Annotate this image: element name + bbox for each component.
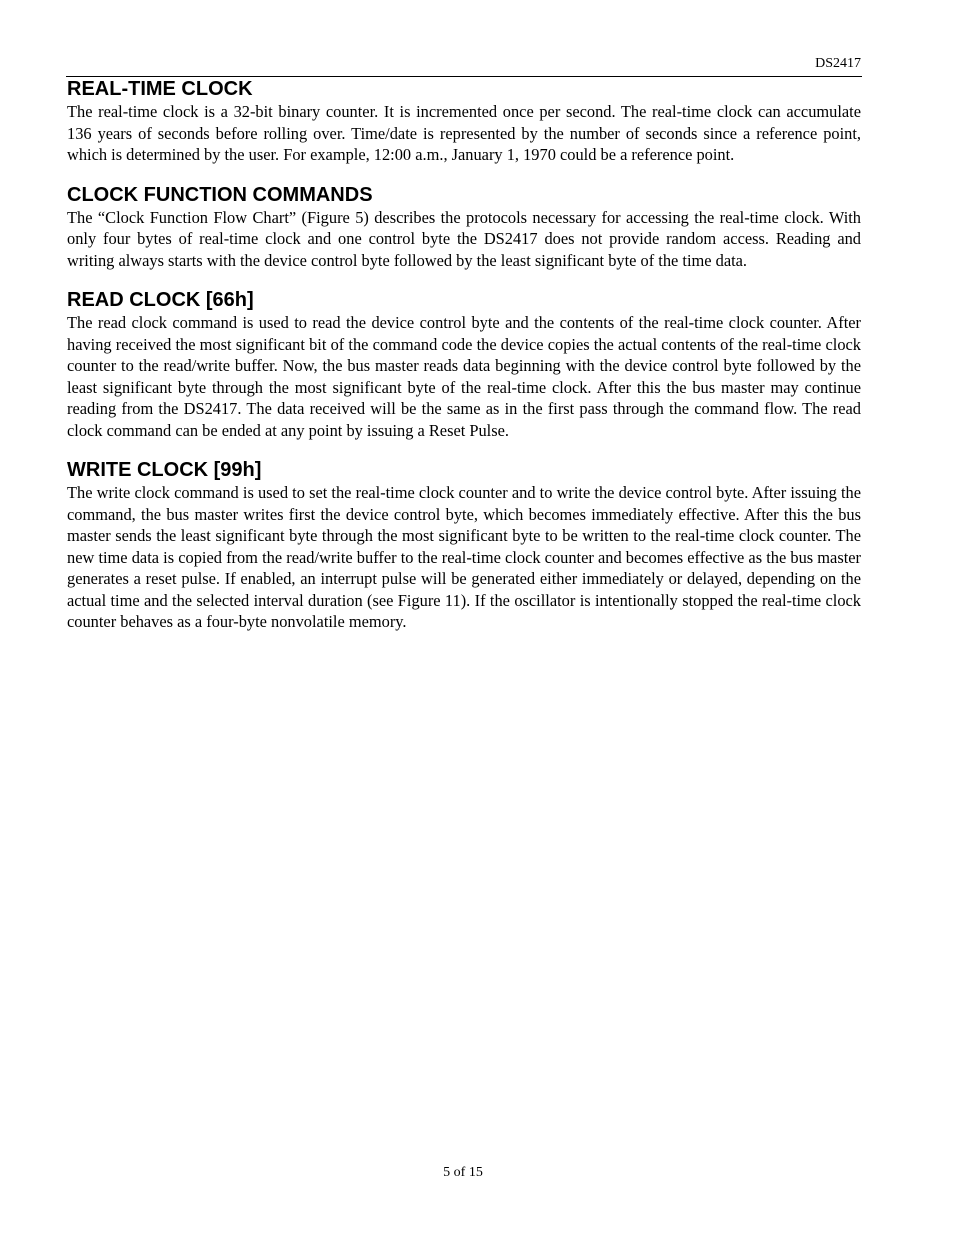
document-id: DS2417 — [815, 56, 861, 71]
section-heading: WRITE CLOCK [99h] — [67, 459, 262, 481]
section-real-time-clock — [67, 77, 861, 166]
section-paragraph: The write clock command is used to set the real-time clock counter and to write the device control byte. After issuing the command, the bus master writes first the device control byte, which becomes immediately effective. After this the bus master sends the least significant byte through the most significant byte to be written to the real-time clock counter. The new time data is copied from the read/write buffer to the real-time clock counter and becomes effective as the bus master generates a reset pulse. If enabled, an interrupt pulse will be generated either immediately or delayed, depending on the actual time and the selected interval duration (see Figure 11). If the oscillator is intentionally stopped the real-time clock counter behaves as a four-byte nonvolatile memory. — [67, 483, 861, 631]
section-paragraph: The “Clock Function Flow Chart” (Figure 5) describes the protocols necessary for accessing the real-time clock. With only four bytes of real-time clock and one control byte the DS2417 does not provide random access. Reading and writing always starts with the device control byte followed by the least significant byte of the time data. — [67, 207, 861, 270]
section-clock-function-commands — [67, 183, 861, 272]
section-write-clock — [67, 458, 861, 633]
page-content — [67, 77, 861, 650]
page-number: 5 of 15 — [443, 1165, 483, 1180]
section-paragraph: The real-time clock is a 32-bit binary counter. It is incremented once per second. The real-time clock can accumulate 136 years of seconds before rolling over. Time/date is represented by the number of seconds since a reference point, which is determined by the user. For example, 12:00 a.m., January 1, 1970 could be a reference point. — [67, 102, 861, 164]
section-read-clock — [67, 288, 861, 441]
section-heading: READ CLOCK [66h] — [67, 289, 254, 311]
section-heading: REAL-TIME CLOCK — [67, 78, 253, 100]
section-paragraph: The read clock command is used to read the device control byte and the contents of the real-time clock counter. After having received the most significant bit of the command code the device copies the actual contents of the real-time clock counter to the read/write buffer. Now, the bus master reads data beginning with the device control byte followed by the least significant byte through the most significant byte of the real-time clock. After this the bus master may continue reading from the DS2417. The data received will be the same as in the first pass through the command flow. The read clock command can be ended at any point by issuing a Reset Pulse. — [67, 313, 861, 440]
section-heading: CLOCK FUNCTION COMMANDS — [67, 183, 373, 206]
